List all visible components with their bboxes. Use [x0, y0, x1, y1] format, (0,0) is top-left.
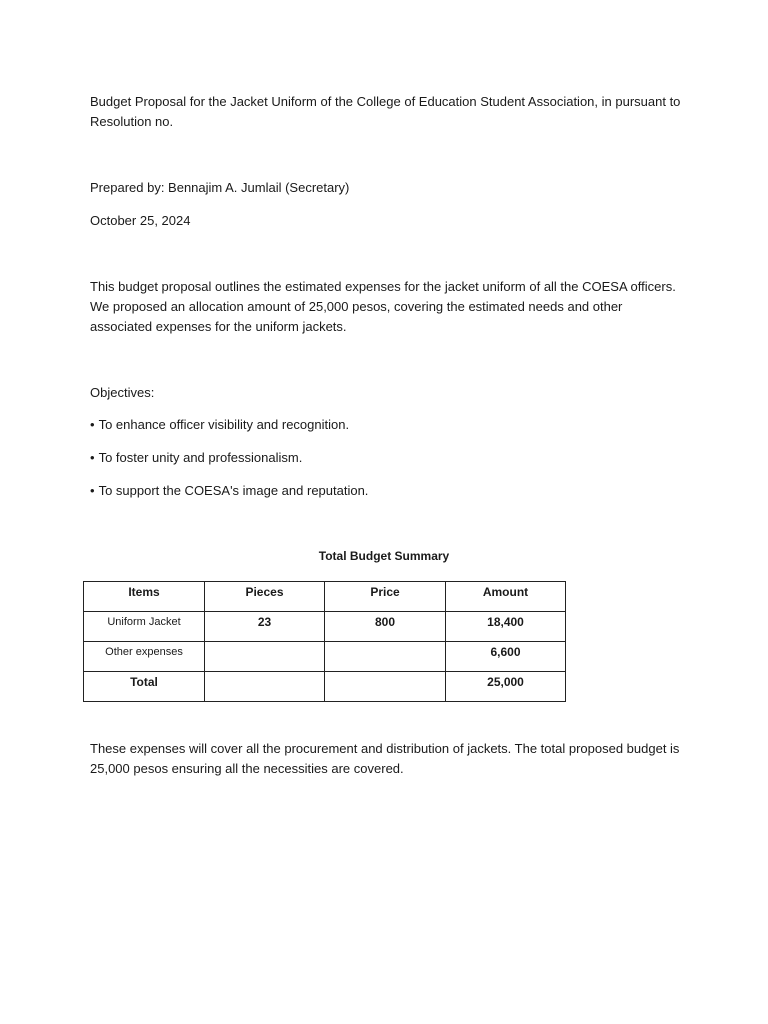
- objective-text: To enhance officer visibility and recognition.: [98, 417, 350, 432]
- header-pieces: Pieces: [205, 582, 325, 612]
- intro-paragraph: This budget proposal outlines the estimated expenses for the jacket uniform of all the COESA officers. We proposed an allocation amount of 25,000 pesos, covering the estimated needs and other associated expenses for the uniform jackets.: [90, 279, 676, 334]
- objective-text: To foster unity and professionalism.: [98, 450, 303, 465]
- bullet-icon: •: [90, 483, 95, 498]
- closing-paragraph: These expenses will cover all the procurement and distribution of jackets. The total proposed budget is 25,000 pesos ensuring all the necessities are covered.: [90, 741, 680, 776]
- bullet-icon: •: [90, 450, 95, 465]
- table-total-row: [84, 672, 566, 702]
- cell-item: Uniform Jacket: [84, 612, 205, 642]
- table-row: [84, 612, 566, 642]
- header-amount: Amount: [446, 582, 566, 612]
- title-paragraph: Budget Proposal for the Jacket Uniform of the College of Education Student Association, in pursuant to Resolution no.: [90, 94, 681, 129]
- bullet-icon: •: [90, 417, 95, 432]
- cell-pieces: [205, 672, 325, 702]
- table-title: Total Budget Summary: [318, 549, 450, 563]
- objective-item: [90, 481, 690, 501]
- budget-summary-table: [83, 581, 566, 702]
- cell-price: 800: [325, 612, 446, 642]
- objective-item: [90, 415, 690, 435]
- cell-pieces: [205, 642, 325, 672]
- cell-price: [325, 672, 446, 702]
- prepared-by: Prepared by: Bennajim A. Jumlail (Secretary): [90, 180, 350, 195]
- cell-item: Other expenses: [84, 642, 205, 672]
- header-items: Items: [84, 582, 205, 612]
- cell-total-label: Total: [84, 672, 205, 702]
- cell-amount: 18,400: [446, 612, 566, 642]
- cell-price: [325, 642, 446, 672]
- objective-text: To support the COESA's image and reputation.: [98, 483, 369, 498]
- document-date: October 25, 2024: [90, 213, 191, 228]
- cell-total-amount: 25,000: [446, 672, 566, 702]
- cell-amount: 6,600: [446, 642, 566, 672]
- table-header-row: [84, 582, 566, 612]
- objective-item: [90, 448, 690, 468]
- table-row: [84, 642, 566, 672]
- cell-pieces: 23: [205, 612, 325, 642]
- objectives-heading: Objectives:: [90, 385, 155, 400]
- header-price: Price: [325, 582, 446, 612]
